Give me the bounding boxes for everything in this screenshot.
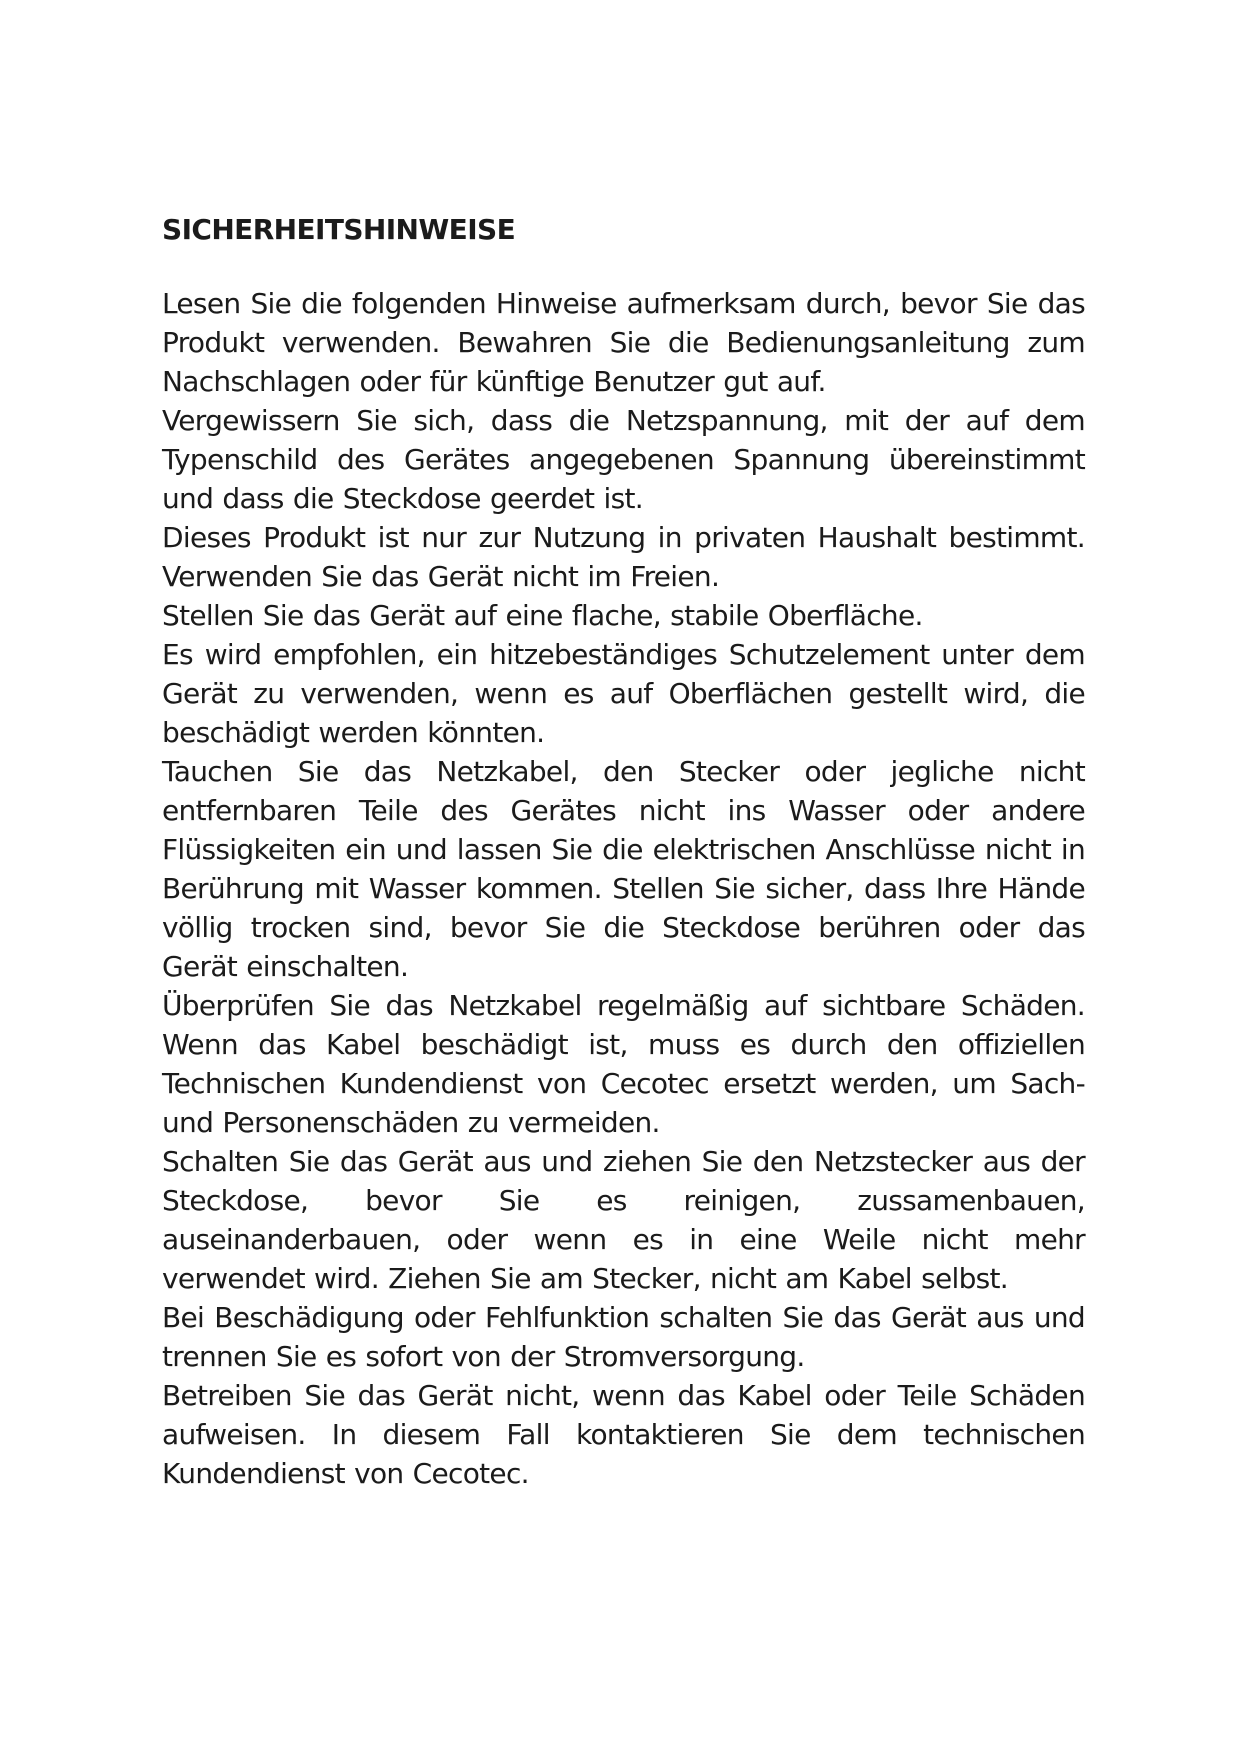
paragraph: Lesen Sie die folgenden Hinweise aufmerksam durch, bevor Sie das Produkt verwenden. Bewahren Sie die Bedienungsanleitung zum Nachschlagen oder für künftige Benutzer gut auf. <box>162 287 1085 398</box>
paragraph: Stellen Sie das Gerät auf eine flache, stabile Oberfläche. <box>162 599 923 632</box>
document-content <box>162 212 1085 1493</box>
paragraph: Überprüfen Sie das Netzkabel regelmäßig auf sichtbare Schäden. Wenn das Kabel beschädigt ist, muss es durch den offiziellen Technischen Kundendienst von Cecotec ersetzt werden, um Sach- und Personenschäden zu vermeiden. <box>162 989 1085 1139</box>
paragraph: Vergewissern Sie sich, dass die Netzspannung, mit der auf dem Typenschild des Gerätes angegebenen Spannung übereinstimmt und dass die Steckdose geerdet ist. <box>162 404 1085 515</box>
paragraph: Schalten Sie das Gerät aus und ziehen Sie den Netzstecker aus der Steckdose, bevor Sie es reinigen, zussamenbauen, auseinanderbauen, oder wenn es in eine Weile nicht mehr verwendet wird. Ziehen Sie am Stecker, nicht am Kabel selbst. <box>162 1145 1085 1295</box>
paragraph: Es wird empfohlen, ein hitzebeständiges Schutzelement unter dem Gerät zu verwenden, wenn es auf Oberflächen gestellt wird, die beschädigt werden könnten. <box>162 638 1085 749</box>
paragraph: Betreiben Sie das Gerät nicht, wenn das Kabel oder Teile Schäden aufweisen. In diesem Fall kontaktieren Sie dem technischen Kundendienst von Cecotec. <box>162 1379 1085 1490</box>
paragraph: Tauchen Sie das Netzkabel, den Stecker oder jegliche nicht entfernbaren Teile des Gerätes nicht ins Wasser oder andere Flüssigkeiten ein und lassen Sie die elektrischen Anschlüsse nicht in Berührung mit Wasser kommen. Stellen Sie sicher, dass Ihre Hände völlig trocken sind, bevor Sie die Steckdose berühren oder das Gerät einschalten. <box>162 755 1085 983</box>
paragraph: Dieses Produkt ist nur zur Nutzung in privaten Haushalt bestimmt. Verwenden Sie das Gerät nicht im Freien. <box>162 521 1085 593</box>
paragraph: Bei Beschädigung oder Fehlfunktion schalten Sie das Gerät aus und trennen Sie es sofort von der Stromversorgung. <box>162 1301 1085 1373</box>
section-title: SICHERHEITSHINWEISE <box>162 213 516 246</box>
